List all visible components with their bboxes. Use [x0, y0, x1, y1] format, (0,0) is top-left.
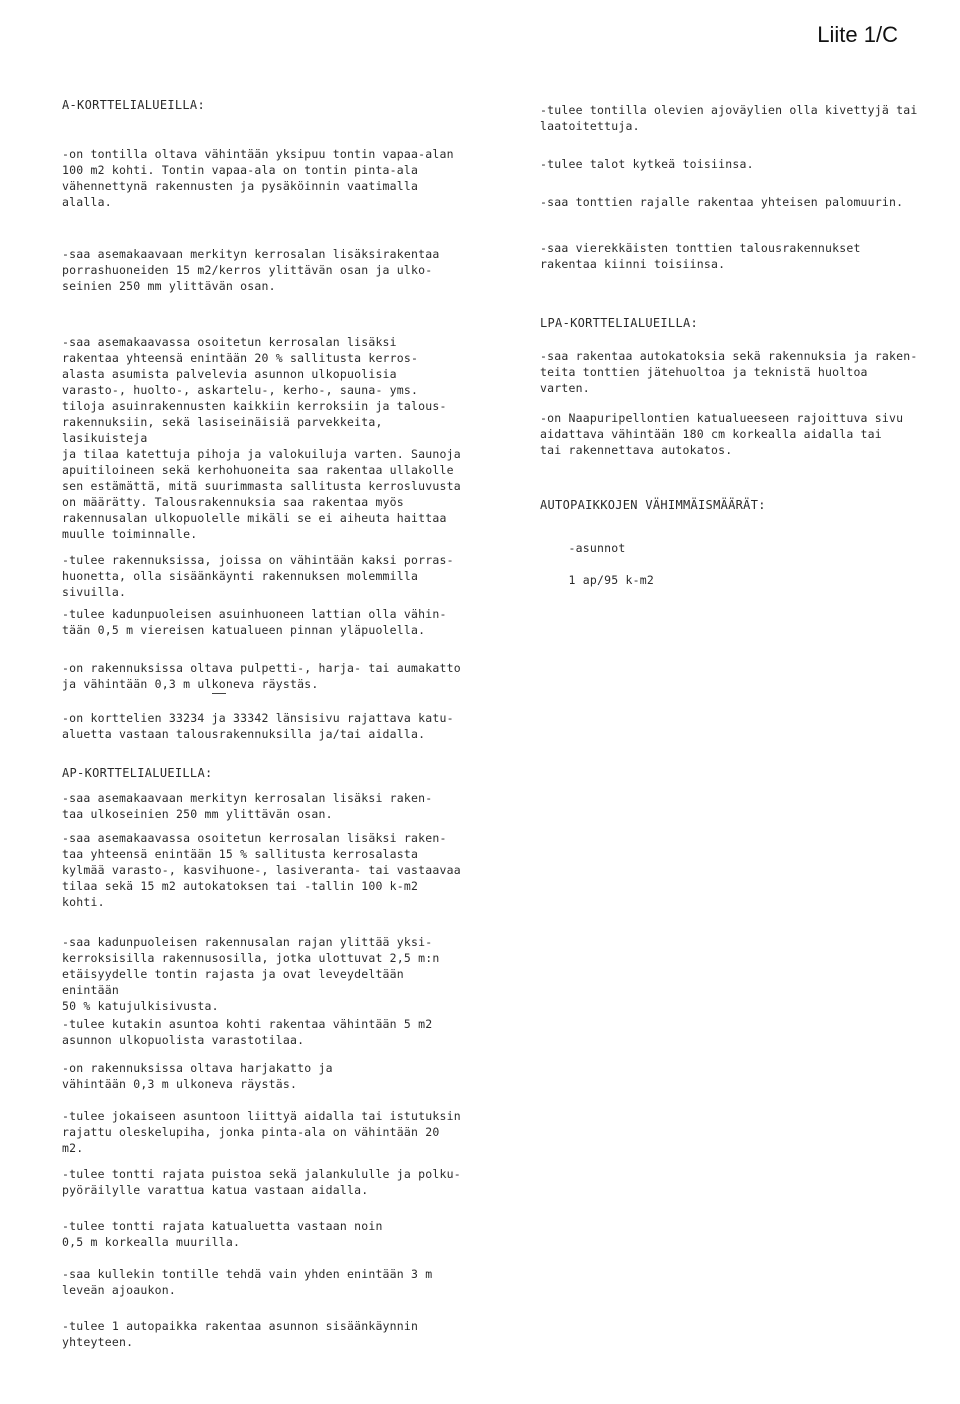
ap-rule-7: -tulee tontti rajata puistoa sekä jalankululle ja polku- pyöräilylle varattua katua vastaan aidalla.: [62, 1167, 461, 1197]
parking-row: [540, 524, 920, 604]
ap-rule-2: -saa asemakaavassa osoitetun kerrosalan lisäksi raken- taa yhteensä enintään 15 % sallitusta kerrosalasta kylmää varasto-, kasvihuone-, lasiveranta- tai vastaavaa tilaa sekä 15 m2 autokatoksen tai -tallin 100 k-m2 kohti.: [62, 831, 461, 909]
a-rule-3: -saa asemakaavassa osoitetun kerrosalan lisäksi rakentaa yhteensä enintään 20 % sallitusta kerros- alasta asumista palvelevia asunnon ulkopuolisia varasto-, huolto-, askartelu-, kerho-, sauna- yms. tiloja asuinrakennusten kaikkiin kerroksiin ja talous- rakennuksiin, sekä lasiseinäisiä parvekkeita, lasikuisteja ja tilaa katettuja pihoja ja valokuiluja varten. Saunoja apuitiloineen sekä kerhohuoneita saa rakentaa ullakolle sen estämättä, mitä suurimmasta sallitusta kerrosluvusta on määrätty. Talousrakennuksia saa rakentaa myös rakennusalan ulkopuolelle mikäli se ei aiheuta haittaa muulle toiminnalle.: [62, 335, 461, 541]
ap-block-heading: AP-KORTTELIALUEILLA:: [62, 766, 213, 780]
underline-mark: [212, 693, 226, 694]
a-rule-4: -tulee rakennuksissa, joissa on vähintään kaksi porras- huonetta, olla sisäänkäynti rakennuksen molemmilla sivuilla.: [62, 553, 454, 599]
ap-rule-3: -saa kadunpuoleisen rakennusalan rajan ylittää yksi- kerroksisilla rakennusosilla, jotka ulottuvat 2,5 m:n etäisyydelle tontin rajasta ja ovat leveydeltään enintään 50 % katujulkisivusta.: [62, 935, 440, 1013]
lpa-rule-1: -saa rakentaa autokatoksia sekä rakennuksia ja raken- teita tonttien jätehuoltoa ja teknistä huoltoa varten.: [540, 349, 918, 395]
lpa-block-heading: LPA-KORTTELIALUEILLA:: [540, 316, 699, 330]
parking-row-label: -asunnot: [568, 541, 626, 555]
a-rule-7: -on korttelien 33234 ja 33342 länsisivu rajattava katu- aluetta vastaan talousrakennuksilla ja/tai aidalla.: [62, 711, 454, 741]
parking-heading: AUTOPAIKKOJEN VÄHIMMÄISMÄÄRÄT:: [540, 498, 766, 512]
ap-rule-9: -saa kullekin tontille tehdä vain yhden enintään 3 m leveän ajoaukon.: [62, 1267, 433, 1297]
ap-cont-rule-2: -tulee talot kytkeä toisiinsa.: [540, 157, 754, 171]
ap-rule-8: -tulee tontti rajata katualuetta vastaan noin 0,5 m korkealla muurilla.: [62, 1219, 383, 1249]
ap-rule-4: -tulee kutakin asuntoa kohti rakentaa vähintään 5 m2 asunnon ulkopuolista varastotilaa.: [62, 1017, 433, 1047]
ap-rule-1: -saa asemakaavaan merkityn kerrosalan lisäksi raken- taa ulkoseinien 250 mm ylittävän osan.: [62, 791, 433, 821]
appendix-label: Liite 1/C: [817, 22, 898, 47]
lpa-rule-2: -on Naapuripellontien katualueeseen rajoittuva sivu aidattava vähintään 180 cm korkealla aidalla tai tai rakennettava autokatos.: [540, 411, 904, 457]
a-rule-2: -saa asemakaavaan merkityn kerrosalan lisäksirakentaa porrashuoneiden 15 m2/kerros ylittävän osan ja ulko- seinien 250 mm ylittävän osan.: [62, 247, 440, 293]
ap-cont-rule-1: -tulee tontilla olevien ajoväylien olla kivettyjä tai laatoitettuja.: [540, 103, 918, 133]
a-block-heading: A-KORTTELIALUEILLA:: [62, 98, 205, 112]
ap-cont-rule-3: -saa tonttien rajalle rakentaa yhteisen palomuurin.: [540, 195, 904, 209]
ap-rule-5: -on rakennuksissa oltava harjakatto ja vähintään 0,3 m ulkoneva räystäs.: [62, 1061, 333, 1091]
ap-rule-6: -tulee jokaiseen asuntoon liittyä aidalla tai istutuksin rajattu oleskelupiha, jonka pinta-ala on vähintään 20 m2.: [62, 1109, 461, 1155]
a-rule-1: -on tontilla oltava vähintään yksipuu tontin vapaa-alan 100 m2 kohti. Tontin vapaa-ala on tontin pinta-ala vähennettynä rakennusten ja pysäköinnin vaatimalla alalla.: [62, 147, 454, 209]
ap-rule-10: -tulee 1 autopaikka rakentaa asunnon sisäänkäynnin yhteyteen.: [62, 1319, 419, 1349]
parking-row-value: 1 ap/95 k-m2: [568, 573, 654, 587]
ap-cont-rule-4: -saa vierekkäisten tonttien talousrakennukset rakentaa kiinni toisiinsa.: [540, 241, 861, 271]
a-rule-5: -tulee kadunpuoleisen asuinhuoneen lattian olla vähin- tään 0,5 m viereisen katualueen pinnan yläpuolella.: [62, 607, 447, 637]
a-rule-6: -on rakennuksissa oltava pulpetti-, harja- tai aumakatto ja vähintään 0,3 m ulkoneva räystäs.: [62, 661, 461, 691]
